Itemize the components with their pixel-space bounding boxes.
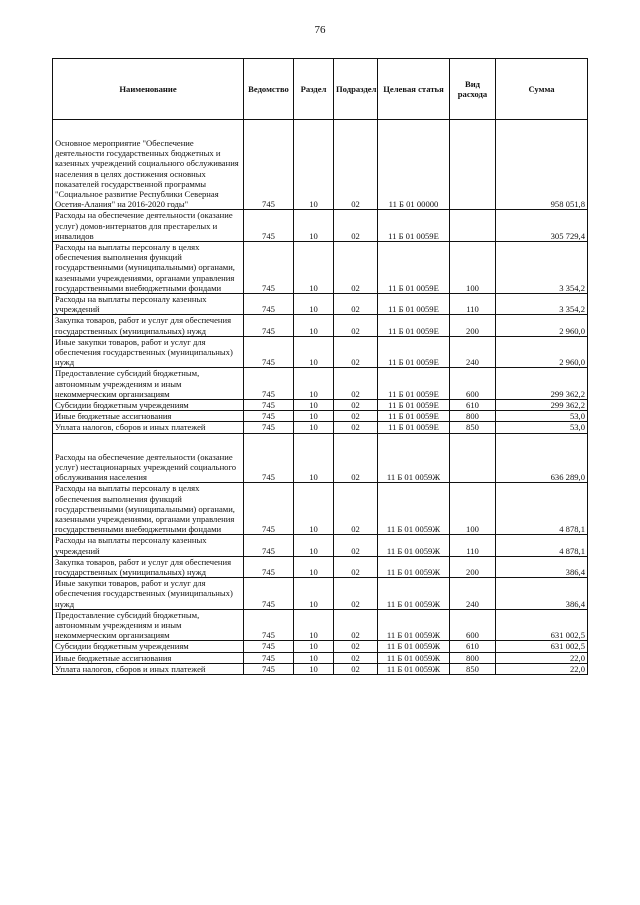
row-ved: 745 [244, 535, 294, 556]
row-razdel: 10 [294, 400, 334, 411]
row-ved: 745 [244, 400, 294, 411]
row-podrazdel: 02 [334, 242, 378, 294]
row-summa: 4 878,1 [496, 535, 588, 556]
row-celevaya: 11 Б 01 00000 [378, 120, 450, 210]
row-summa: 631 002,5 [496, 609, 588, 641]
row-vid: 240 [450, 336, 496, 368]
row-name: Предоставление субсидий бюджетным, автономным учреждениям и иным некоммерческим организациям [53, 368, 244, 400]
row-vid: 800 [450, 652, 496, 663]
table-row [53, 641, 588, 652]
row-podrazdel: 02 [334, 663, 378, 674]
row-podrazdel: 02 [334, 535, 378, 556]
row-celevaya: 11 Б 01 0059Ж [378, 609, 450, 641]
row-podrazdel: 02 [334, 294, 378, 315]
row-podrazdel: 02 [334, 120, 378, 210]
row-razdel: 10 [294, 368, 334, 400]
row-ved: 745 [244, 578, 294, 610]
row-podrazdel: 02 [334, 609, 378, 641]
row-podrazdel: 02 [334, 578, 378, 610]
row-celevaya: 11 Б 01 0059Ж [378, 641, 450, 652]
row-name: Расходы на обеспечение деятельности (оказание услуг) домов-интернатов для престарелых и инвалидов [53, 210, 244, 242]
row-ved: 745 [244, 422, 294, 433]
row-ved: 745 [244, 242, 294, 294]
table-row [53, 556, 588, 577]
row-celevaya: 11 Б 01 0059Е [378, 315, 450, 336]
row-celevaya: 11 Б 01 0059Е [378, 422, 450, 433]
row-vid: 600 [450, 368, 496, 400]
row-name: Уплата налогов, сборов и иных платежей [53, 422, 244, 433]
row-summa: 22,0 [496, 663, 588, 674]
row-ved: 745 [244, 652, 294, 663]
row-summa: 2 960,0 [496, 336, 588, 368]
row-celevaya: 11 Б 01 0059Е [378, 242, 450, 294]
row-celevaya: 11 Б 01 0059Е [378, 368, 450, 400]
table-row [53, 535, 588, 556]
row-ved: 745 [244, 641, 294, 652]
row-ved: 745 [244, 368, 294, 400]
row-razdel: 10 [294, 663, 334, 674]
row-celevaya: 11 Б 01 0059Е [378, 336, 450, 368]
table-row [53, 120, 588, 210]
header-summa: Сумма [496, 59, 588, 120]
row-ved: 745 [244, 411, 294, 422]
page-number: 76 [314, 24, 326, 36]
row-celevaya: 11 Б 01 0059Е [378, 294, 450, 315]
row-razdel: 10 [294, 210, 334, 242]
row-vid [450, 210, 496, 242]
row-podrazdel: 02 [334, 422, 378, 433]
row-name: Иные закупки товаров, работ и услуг для обеспечения государственных (муниципальных) нужд [53, 578, 244, 610]
row-razdel: 10 [294, 336, 334, 368]
row-podrazdel: 02 [334, 210, 378, 242]
table-row [53, 400, 588, 411]
row-ved: 745 [244, 336, 294, 368]
row-summa: 53,0 [496, 422, 588, 433]
row-name: Закупка товаров, работ и услуг для обеспечения государственных (муниципальных) нужд [53, 315, 244, 336]
row-razdel: 10 [294, 120, 334, 210]
row-podrazdel: 02 [334, 336, 378, 368]
row-podrazdel: 02 [334, 400, 378, 411]
row-ved: 745 [244, 663, 294, 674]
header-vid: Вид расхода [450, 59, 496, 120]
header-row [53, 59, 588, 120]
row-razdel: 10 [294, 609, 334, 641]
row-podrazdel: 02 [334, 368, 378, 400]
table-row [53, 433, 588, 483]
row-vid [450, 120, 496, 210]
row-ved: 745 [244, 609, 294, 641]
row-podrazdel: 02 [334, 483, 378, 535]
row-summa: 386,4 [496, 578, 588, 610]
row-vid: 610 [450, 400, 496, 411]
row-ved: 745 [244, 210, 294, 242]
row-name: Предоставление субсидий бюджетным, автономным учреждениям и иным некоммерческим организациям [53, 609, 244, 641]
row-razdel: 10 [294, 641, 334, 652]
table-row [53, 242, 588, 294]
row-podrazdel: 02 [334, 641, 378, 652]
row-celevaya: 11 Б 01 0059Ж [378, 535, 450, 556]
row-podrazdel: 02 [334, 433, 378, 483]
row-ved: 745 [244, 556, 294, 577]
row-summa: 631 002,5 [496, 641, 588, 652]
row-podrazdel: 02 [334, 556, 378, 577]
table-row [53, 411, 588, 422]
row-summa: 3 354,2 [496, 294, 588, 315]
row-celevaya: 11 Б 01 0059Ж [378, 652, 450, 663]
row-vid: 110 [450, 535, 496, 556]
row-vid: 100 [450, 242, 496, 294]
row-ved: 745 [244, 483, 294, 535]
row-vid: 110 [450, 294, 496, 315]
row-vid: 610 [450, 641, 496, 652]
row-name: Иные бюджетные ассигнования [53, 652, 244, 663]
table-row [53, 294, 588, 315]
row-razdel: 10 [294, 411, 334, 422]
row-podrazdel: 02 [334, 411, 378, 422]
row-name: Расходы на выплаты персоналу в целях обеспечения выполнения функций государственными (муниципальными) органами, казенными учреждениями, органами управления государственными внебюджетными фондами [53, 483, 244, 535]
header-podrazdel: Подраздел [334, 59, 378, 120]
header-razdel: Раздел [294, 59, 334, 120]
row-summa: 299 362,2 [496, 400, 588, 411]
table-row [53, 609, 588, 641]
row-celevaya: 11 Б 01 0059Ж [378, 433, 450, 483]
row-vid: 850 [450, 663, 496, 674]
row-summa: 958 051,8 [496, 120, 588, 210]
row-vid: 850 [450, 422, 496, 433]
row-name: Расходы на обеспечение деятельности (оказание услуг) нестационарных учреждений социального обслуживания населения [53, 433, 244, 483]
row-razdel: 10 [294, 483, 334, 535]
row-name: Расходы на выплаты персоналу казенных учреждений [53, 294, 244, 315]
row-name: Субсидии бюджетным учреждениям [53, 400, 244, 411]
row-vid [450, 433, 496, 483]
table-row [53, 483, 588, 535]
row-summa: 386,4 [496, 556, 588, 577]
row-vid: 600 [450, 609, 496, 641]
row-razdel: 10 [294, 422, 334, 433]
row-summa: 4 878,1 [496, 483, 588, 535]
table-row [53, 578, 588, 610]
row-vid: 200 [450, 556, 496, 577]
row-ved: 745 [244, 433, 294, 483]
table-row [53, 663, 588, 674]
row-name: Расходы на выплаты персоналу казенных учреждений [53, 535, 244, 556]
row-razdel: 10 [294, 535, 334, 556]
row-summa: 305 729,4 [496, 210, 588, 242]
table-row [53, 210, 588, 242]
row-name: Иные закупки товаров, работ и услуг для обеспечения государственных (муниципальных) нужд [53, 336, 244, 368]
row-vid: 100 [450, 483, 496, 535]
row-razdel: 10 [294, 578, 334, 610]
table-row [53, 315, 588, 336]
row-summa: 22,0 [496, 652, 588, 663]
row-razdel: 10 [294, 315, 334, 336]
row-ved: 745 [244, 120, 294, 210]
row-ved: 745 [244, 315, 294, 336]
row-vid: 200 [450, 315, 496, 336]
row-name: Уплата налогов, сборов и иных платежей [53, 663, 244, 674]
row-name: Закупка товаров, работ и услуг для обеспечения государственных (муниципальных) нужд [53, 556, 244, 577]
budget-table [52, 58, 588, 675]
row-summa: 299 362,2 [496, 368, 588, 400]
header-ved: Ведомство [244, 59, 294, 120]
row-name: Расходы на выплаты персоналу в целях обеспечения выполнения функций государственными (муниципальными) органами, казенными учреждениями, органами управления государственными внебюджетными фондами [53, 242, 244, 294]
row-podrazdel: 02 [334, 315, 378, 336]
header-celevaya: Целевая статья [378, 59, 450, 120]
row-name: Субсидии бюджетным учреждениям [53, 641, 244, 652]
row-razdel: 10 [294, 652, 334, 663]
row-celevaya: 11 Б 01 0059Ж [378, 483, 450, 535]
row-name: Основное мероприятие "Обеспечение деятельности государственных бюджетных и казенных учреждений социального обслуживания населения в целях достижения основных показателей государственной программы "Социальное развитие Республики Северная Осетия-Алания" на 2016-2020 годы" [53, 120, 244, 210]
row-celevaya: 11 Б 01 0059Ж [378, 578, 450, 610]
row-celevaya: 11 Б 01 0059Е [378, 411, 450, 422]
row-celevaya: 11 Б 01 0059Е [378, 210, 450, 242]
row-celevaya: 11 Б 01 0059Ж [378, 663, 450, 674]
row-ved: 745 [244, 294, 294, 315]
row-name: Иные бюджетные ассигнования [53, 411, 244, 422]
table-row [53, 652, 588, 663]
table-row [53, 336, 588, 368]
header-name: Наименование [53, 59, 244, 120]
row-razdel: 10 [294, 433, 334, 483]
row-razdel: 10 [294, 556, 334, 577]
row-summa: 2 960,0 [496, 315, 588, 336]
row-summa: 53,0 [496, 411, 588, 422]
row-razdel: 10 [294, 294, 334, 315]
row-vid: 800 [450, 411, 496, 422]
table-row [53, 368, 588, 400]
table-row [53, 422, 588, 433]
row-celevaya: 11 Б 01 0059Е [378, 400, 450, 411]
row-razdel: 10 [294, 242, 334, 294]
row-summa: 3 354,2 [496, 242, 588, 294]
row-summa: 636 289,0 [496, 433, 588, 483]
row-podrazdel: 02 [334, 652, 378, 663]
row-celevaya: 11 Б 01 0059Ж [378, 556, 450, 577]
row-vid: 240 [450, 578, 496, 610]
